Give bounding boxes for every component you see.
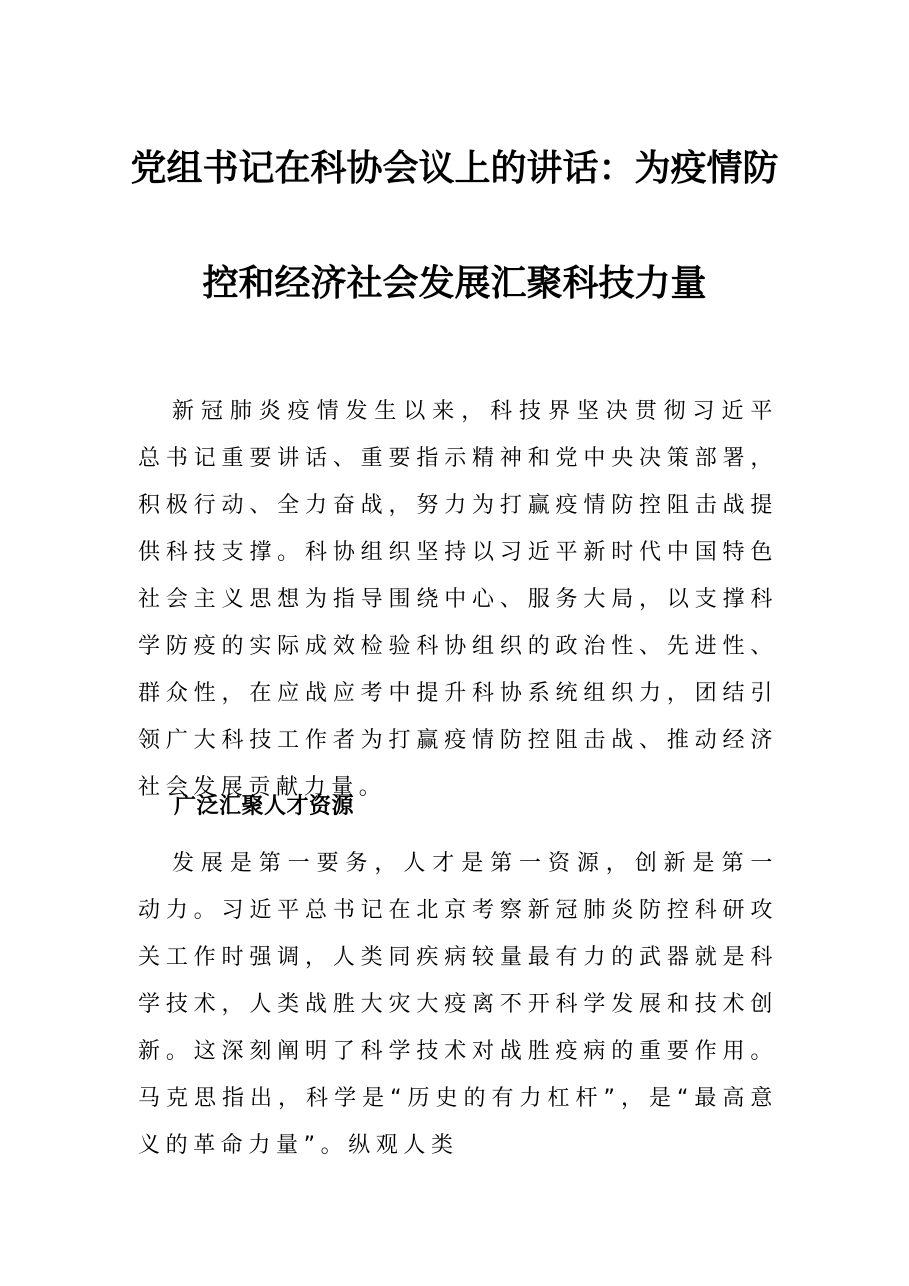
document-title-line-2: 控和经济社会发展汇聚科技力量 [202,262,707,304]
paragraph-talent: 发展是第一要务，人才是第一资源，创新是第一动力。习近平总书记在北京考察新冠肺炎防控科研攻关工作时强调，人类同疾病较量最有力的武器就是科学技术，人类战胜大灾大疫离不开科学发展和技术创新。这深刻阐明了科学技术对战胜疫病的重要作用。马克思指出，科学是“历史的有力杠杆”，是“最高意义的革命力量”。纵观人类 [138,851,778,1158]
section-heading: 广泛汇聚人才资源 [174,793,355,819]
paragraph-intro: 新冠肺炎疫情发生以来，科技界坚决贯彻习近平总书记重要讲话、重要指示精神和党中央决策部署，积极行动、全力奋战，努力为打赢疫情防控阻击战提供科技支撑。科协组织坚持以习近平新时代中国特色社会主义思想为指导围绕中心、服务大局，以支撑科学防疫的实际成效检验科协组织的政治性、先进性、群众性，在应战应考中提升科协系统组织力，团结引领广大科技工作者为打赢疫情防控阻击战、推动经济社会发展贡献力量。 [138,399,778,800]
document-title-line-1: 党组书记在科协会议上的讲话：为疫情防 [130,147,779,189]
